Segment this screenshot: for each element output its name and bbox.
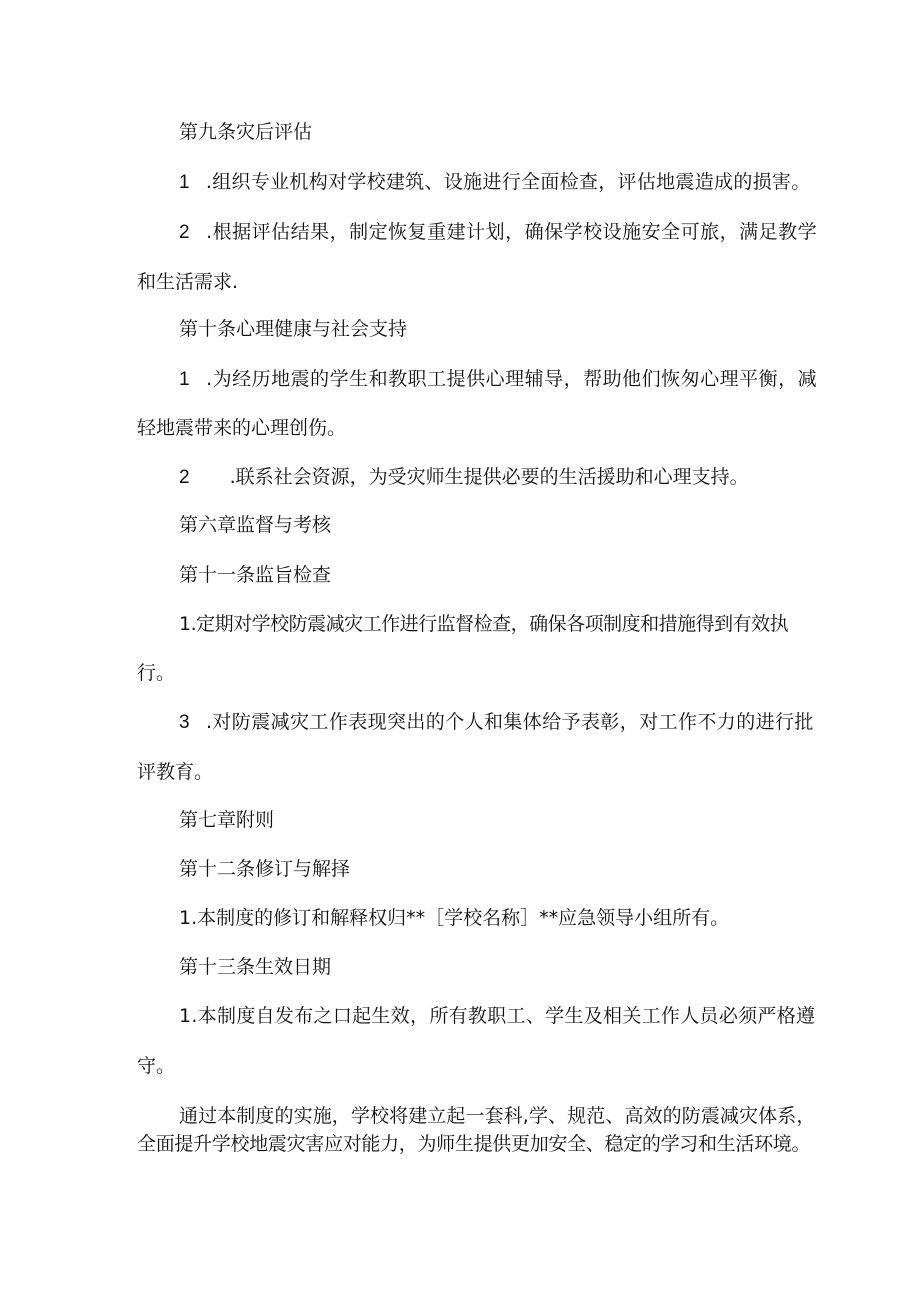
article-9-item-2 bbox=[179, 220, 817, 245]
chapter-6-heading: 第六章监督与考核 bbox=[179, 514, 332, 536]
article-11-item-3-continuation: 评教育。 bbox=[137, 761, 214, 783]
item-number: 3 bbox=[179, 712, 190, 733]
item-number: 2 bbox=[179, 222, 191, 243]
closing-paragraph-line-1: 通过本制度的实施，学校将建立起一套科,学、规范、高效的防震减灾体系， bbox=[179, 1105, 816, 1127]
article-12-heading: 第十二条修订与解择 bbox=[179, 858, 351, 880]
article-9-item-1 bbox=[179, 170, 811, 195]
article-10-item-2 bbox=[179, 465, 749, 490]
article-11-item-3 bbox=[179, 710, 814, 735]
item-number: 2 bbox=[179, 467, 190, 488]
closing-paragraph-line-2: 全面提升学校地震灾害应对能力，为师生提供更加安全、稳定的学习和生活环境。 bbox=[137, 1133, 811, 1155]
article-10-item-1-continuation: 轻地震带来的心理创伤。 bbox=[137, 417, 347, 439]
item-text: .组织专业机构对学校建筑、设施进行全面检查，评估地震造成的损害。 bbox=[205, 171, 811, 193]
item-number: 1 bbox=[179, 369, 191, 390]
item-text: .为经历地震的学生和教职工提供心理辅导，帮助他们恢匆心理平衡，减 bbox=[206, 368, 818, 390]
item-text: .联系社会资源，为受灾师生提供必要的生活援助和心理支持。 bbox=[229, 466, 749, 488]
item-text: .根据评估结果，制定恢复重建计划，确保学校设施安全可旅，满足教学 bbox=[206, 221, 818, 243]
article-13-item-1: 1.本制度自发布之口起生效，所有教职工、学生及相关工作人员必须严格遵 bbox=[179, 1005, 816, 1027]
article-9-heading: 第九条灾后评估 bbox=[179, 121, 313, 143]
item-text: .对防震减灾工作表现突出的个人和集体给予表彰，对工作不力的进行批 bbox=[205, 711, 814, 733]
article-10-heading: 第十条心理健康与社会支持 bbox=[179, 318, 408, 340]
article-10-item-1 bbox=[179, 367, 817, 392]
chapter-7-heading: 第七章附则 bbox=[179, 809, 275, 831]
article-11-heading: 第十一条监旨检查 bbox=[179, 564, 332, 586]
article-13-item-1-continuation: 守。 bbox=[137, 1055, 176, 1077]
article-11-item-1-continuation: 行。 bbox=[137, 662, 176, 684]
article-9-item-2-continuation: 和生活需求. bbox=[137, 271, 239, 293]
item-number: 1 bbox=[179, 172, 190, 193]
article-12-item-1: 1.本制度的修订和解释权归**［学校名称］**应急领导小组所有。 bbox=[179, 907, 730, 929]
article-11-item-1: 1.定期对学校防震减灾工作进行监督检查，确保各项制度和措施得到有效执 bbox=[179, 613, 789, 635]
article-13-heading: 第十三条生效日期 bbox=[179, 956, 332, 978]
